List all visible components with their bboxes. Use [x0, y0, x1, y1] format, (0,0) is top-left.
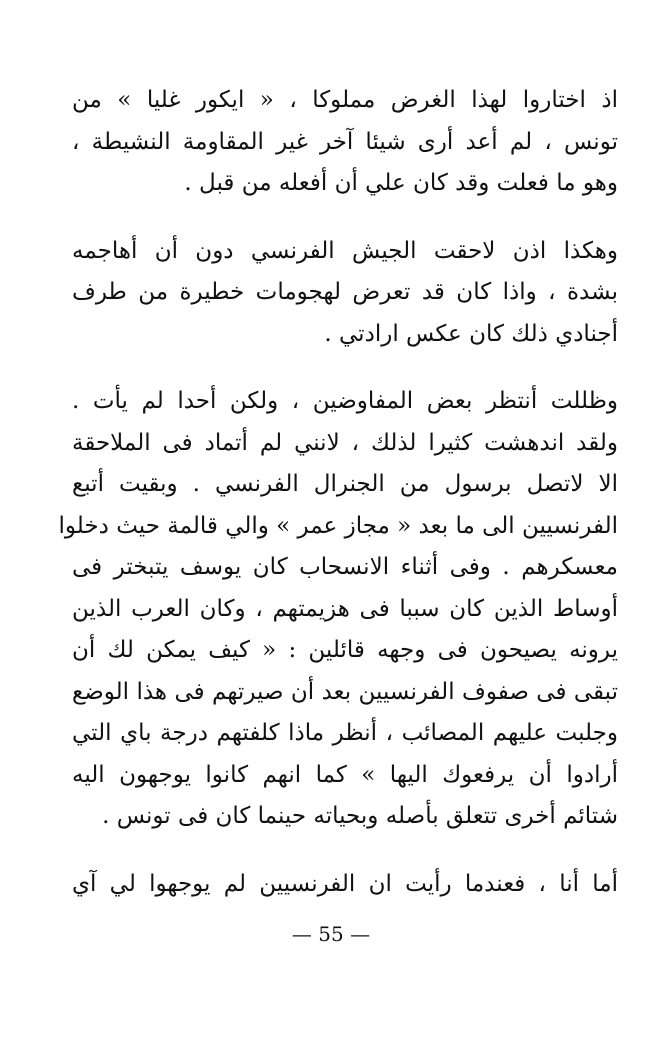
text-line: الفرنسيين الى ما بعد « مجاز عمر » والي قالمة حيث دخلوا	[58, 512, 618, 539]
text-line: الا لاتصل برسول من الجنرال الفرنسي . وبقيت أتبع	[72, 471, 618, 497]
text-line: تونس ، لم أعد أرى شيئا آخر غير المقاومة النشيطة ،	[72, 128, 618, 155]
text-line: وجلبت عليهم المصائب ، أنظر ماذا كلفتهم درجة باي التي	[72, 720, 618, 746]
paragraph-1	[72, 80, 618, 205]
paragraph-3	[58, 381, 618, 838]
text-line: بشدة ، واذا كان قد تعرض لهجومات خطيرة من طرف	[72, 279, 618, 305]
text-line: اذ اختاروا لهذا الغرض مملوكا ، « ايكور غليا » من	[72, 87, 618, 113]
text-line: أما أنا ، فعندما رأيت ان الفرنسيين لم يوجهوا لي آي	[72, 870, 618, 897]
text-line: تبقى فى صفوف الفرنسيين بعد أن صيرتهم فى هذا الوضع	[72, 678, 618, 705]
text-line: وهكذا اذن لاحقت الجيش الفرنسي دون أن أهاجمه	[72, 237, 618, 264]
text-line: أوساط الذين كان سببا فى هزيمتهم ، وكان العرب الذين	[72, 595, 618, 622]
text-line: ولقد اندهشت كثيرا لذلك ، لانني لم أتماد فى الملاحقة	[72, 429, 618, 456]
paragraph-2	[72, 231, 618, 356]
text-line: أجنادي ذلك كان عكس ارادتي .	[324, 320, 618, 347]
text-line: وظللت أنتظر بعض المفاوضين ، ولكن أحدا لم يأت .	[72, 388, 618, 414]
text-line: وهو ما فعلت وقد كان علي أن أفعله من قبل .	[184, 170, 618, 196]
page-number: — 55 —	[291, 922, 371, 946]
text-line: أرادوا أن يرفعوك اليها » كما انهم كانوا يوجهون اليه	[72, 761, 618, 788]
text-line: يرونه يصيحون فى وجهه قائلين : « كيف يمكن لك أن	[72, 637, 618, 663]
text-line: معسكرهم . وفى أثناء الانسحاب كان يوسف يتبختر فى	[72, 554, 618, 580]
paragraph-4	[72, 864, 618, 906]
text-line: شتائم أخرى تتعلق بأصله وبحياته حينما كان فى تونس .	[102, 803, 618, 829]
body-text	[58, 80, 618, 931]
